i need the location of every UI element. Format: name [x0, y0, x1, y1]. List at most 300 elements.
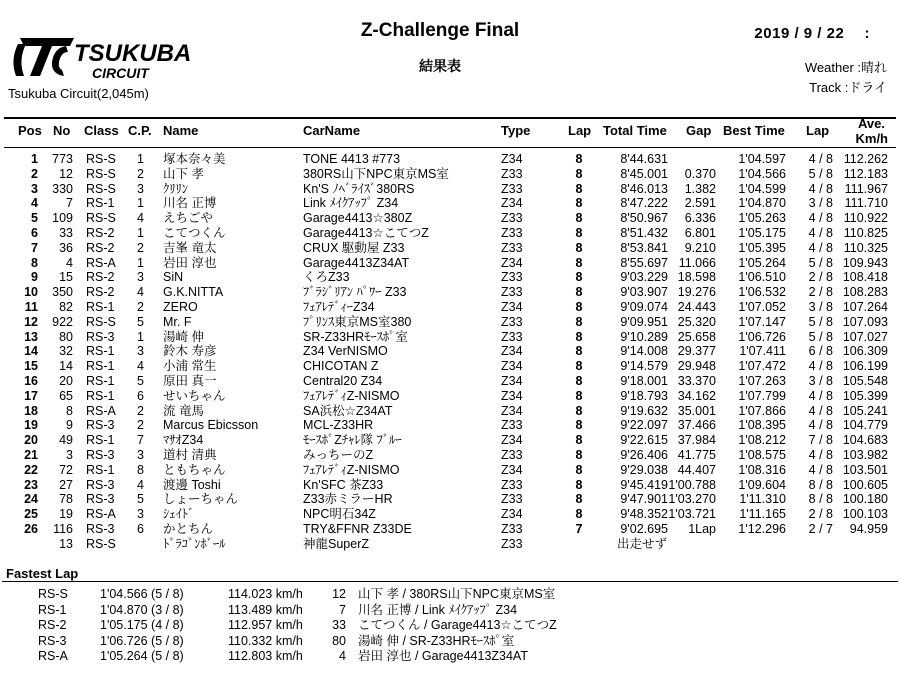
row-best-lap: 4 / 8	[808, 418, 833, 433]
table-row	[0, 448, 900, 463]
row-class: RS-3	[86, 521, 115, 536]
row-average-speed: 104.683	[842, 433, 888, 448]
row-driver-name: 鈴木 寿彦	[163, 344, 217, 359]
row-average-speed: 100.103	[842, 507, 888, 522]
row-type: Z33	[501, 270, 523, 285]
row-class: RS-S	[86, 536, 116, 551]
row-driver-name: かとちん	[163, 521, 214, 536]
row-driver-name: ｼｪｲﾄﾞ	[163, 507, 195, 522]
row-best-lap: 4 / 8	[808, 240, 833, 255]
row-class-position: 1	[137, 152, 144, 166]
row-best-lap: 4 / 8	[808, 388, 833, 403]
row-driver-name: せいちゃん	[163, 388, 226, 403]
row-best-lap: 8 / 8	[808, 477, 833, 492]
col-header-kmh: Km/h	[855, 131, 888, 146]
row-gap: 1'03.721	[668, 507, 716, 522]
table-row	[0, 256, 900, 271]
row-best-time: 1'04.599	[738, 181, 786, 196]
row-total-time: 8'50.967	[620, 211, 668, 226]
fastest-lap-heading: Fastest Lap	[6, 566, 79, 581]
event-date: 2019 / 9 / 22 :	[754, 25, 870, 42]
row-total-time: 9'02.695	[620, 521, 668, 536]
row-class-position: 1	[137, 255, 144, 270]
row-type: Z33	[501, 447, 523, 462]
row-driver-name: Mr. F	[163, 314, 192, 329]
row-laps: 8	[575, 255, 583, 270]
row-driver-name: 道村 清典	[163, 447, 217, 462]
row-best-time: 1'09.604	[738, 477, 786, 492]
row-car-name: 神龍SuperZ	[303, 536, 369, 551]
row-pos: 6	[31, 225, 38, 240]
row-average-speed: 105.548	[842, 373, 888, 388]
row-best-lap: 8 / 8	[808, 492, 833, 507]
row-car-name: みっちーのZ	[303, 447, 374, 462]
row-average-speed: 105.241	[842, 403, 888, 418]
row-car-number: 9	[66, 418, 73, 433]
row-gap: 19.276	[677, 285, 716, 300]
row-average-speed: 107.093	[842, 314, 888, 329]
row-gap: 44.407	[677, 462, 716, 477]
row-best-lap: 4 / 8	[808, 152, 833, 166]
row-best-time: 1'08.212	[738, 433, 786, 448]
row-laps: 8	[575, 477, 583, 492]
row-type: Z33	[501, 329, 523, 344]
row-laps: 8	[575, 418, 583, 433]
table-row	[0, 344, 900, 359]
table-row	[0, 433, 900, 448]
row-pos: 24	[24, 492, 38, 507]
table-row	[0, 537, 900, 552]
col-header-best-time: Best Time	[723, 123, 785, 138]
row-laps: 8	[575, 314, 583, 329]
row-total-time: 9'29.038	[620, 462, 668, 477]
row-average-speed: 106.199	[842, 359, 888, 374]
table-row	[0, 285, 900, 300]
row-total-time: 9'18.793	[620, 388, 668, 403]
row-pos: 11	[24, 299, 38, 314]
row-class-position: 4	[137, 359, 144, 374]
row-driver-name: ともちゃん	[163, 462, 226, 477]
row-total-time: 9'26.406	[620, 447, 668, 462]
fastest-lap-row	[0, 649, 900, 665]
row-best-lap: 5 / 8	[808, 329, 833, 344]
table-row	[0, 507, 900, 522]
row-type: Z34	[501, 462, 523, 477]
row-total-time: 8'45.001	[620, 166, 668, 181]
row-car-name: ﾌｪｱﾚﾃﾞｨｰZ34	[303, 299, 375, 314]
col-header-cp: C.P.	[128, 123, 152, 138]
row-car-number: 109	[52, 211, 73, 226]
row-total-time: 9'45.419	[620, 477, 668, 492]
row-class: RS-A	[86, 255, 116, 270]
col-header-lap: Lap	[568, 123, 592, 138]
row-best-lap: 6 / 8	[808, 344, 833, 359]
row-driver-name: しょーちゃん	[163, 492, 239, 507]
row-car-number: 72	[59, 462, 73, 477]
table-row	[0, 300, 900, 315]
row-pos: 14	[24, 344, 38, 359]
table-row	[0, 152, 900, 167]
row-class-position: 4	[137, 285, 144, 300]
fastest-lap-table	[0, 587, 900, 665]
row-car-name: Garage4413Z34AT	[303, 255, 410, 270]
fastest-lap-class: RS-2	[38, 618, 67, 632]
row-type: Z33	[501, 477, 523, 492]
row-car-number: 350	[52, 285, 73, 300]
row-best-lap: 2 / 8	[808, 285, 833, 300]
row-total-time: 9'10.289	[620, 329, 668, 344]
row-driver-name: ﾏｻｵZ34	[163, 433, 204, 448]
row-pos: 3	[31, 181, 38, 196]
row-class-position: 2	[137, 299, 144, 314]
row-car-name: Z33赤ミラーHR	[303, 492, 393, 507]
row-best-lap: 7 / 8	[808, 433, 833, 448]
row-average-speed: 112.183	[843, 166, 888, 181]
row-type: Z34	[501, 255, 523, 270]
row-laps: 7	[575, 521, 583, 536]
row-gap: 0.370	[684, 166, 716, 181]
row-class: RS-2	[86, 285, 115, 300]
row-best-time: 1'08.316	[738, 462, 786, 477]
row-best-lap: 4 / 8	[808, 181, 833, 196]
row-total-time: 8'55.697	[620, 255, 668, 270]
row-best-lap: 3 / 8	[808, 373, 833, 388]
fastest-lap-car-number: 80	[332, 633, 346, 648]
row-average-speed: 104.779	[842, 418, 888, 433]
fastest-lap-row	[0, 618, 900, 634]
row-driver-name: 川名 正博	[163, 196, 217, 211]
row-type: Z34	[501, 373, 523, 388]
row-class-position: 1	[137, 329, 144, 344]
row-type: Z34	[501, 299, 523, 314]
row-best-time: 1'05.264	[738, 255, 786, 270]
row-total-time: 9'03.229	[620, 270, 668, 285]
row-pos: 1	[31, 152, 38, 166]
row-total-time: 9'14.008	[620, 344, 668, 359]
row-laps: 8	[575, 462, 583, 477]
row-average-speed: 110.325	[843, 240, 888, 255]
row-class: RS-2	[86, 270, 115, 285]
fastest-lap-car-number: 33	[332, 618, 346, 632]
row-best-time: 1'08.575	[738, 447, 786, 462]
table-row	[0, 196, 900, 211]
row-car-number: 3	[66, 447, 73, 462]
row-car-number: 33	[59, 225, 73, 240]
row-best-time: 1'07.147	[738, 314, 786, 329]
row-average-speed: 110.922	[843, 211, 888, 226]
col-header-best-lap: Lap	[806, 123, 830, 138]
row-class-position: 2	[137, 403, 144, 418]
row-class: RS-3	[86, 329, 115, 344]
fastest-lap-class: RS-S	[38, 587, 68, 601]
row-best-lap: 3 / 8	[808, 196, 833, 211]
row-pos: 26	[24, 521, 38, 536]
row-class: RS-1	[86, 433, 115, 448]
row-total-time: 9'48.352	[620, 507, 668, 522]
row-class: RS-1	[86, 388, 115, 403]
row-best-lap: 4 / 8	[808, 359, 833, 374]
results-table	[0, 152, 900, 552]
row-average-speed: 109.943	[842, 255, 888, 270]
row-laps: 8	[575, 373, 583, 388]
row-laps: 8	[575, 211, 583, 226]
row-car-number: 8	[66, 403, 73, 418]
row-laps: 8	[575, 196, 583, 211]
col-header-total-time: Total Time	[603, 123, 667, 138]
row-car-name: Central20 Z34	[303, 373, 383, 388]
row-pos: 12	[24, 314, 38, 329]
row-laps: 8	[575, 166, 583, 181]
row-class-position: 1	[137, 196, 144, 211]
row-note: 出走せず	[617, 536, 668, 551]
col-header-class: Class	[84, 123, 119, 138]
row-pos: 19	[24, 418, 38, 433]
row-best-time: 1'11.310	[739, 492, 786, 507]
row-best-time: 1'07.052	[738, 299, 786, 314]
row-car-name: TONE 4413 #773	[303, 152, 401, 166]
row-type: Z34	[501, 403, 523, 418]
row-class: RS-3	[86, 477, 115, 492]
row-type: Z33	[501, 211, 523, 226]
row-pos: 8	[31, 255, 38, 270]
row-car-number: 65	[59, 388, 73, 403]
row-gap: 25.320	[677, 314, 716, 329]
fastest-lap-driver: 山下 孝 / 380RS山下NPC東京MS室	[358, 587, 556, 601]
row-car-name: Kn'SFC 茶Z33	[303, 477, 384, 492]
row-laps: 8	[575, 285, 583, 300]
logo-text-sub: CIRCUIT	[92, 65, 149, 81]
row-class: RS-2	[86, 225, 115, 240]
weather-info: Weather :晴れ	[804, 60, 887, 75]
row-car-number: 330	[52, 181, 73, 196]
row-class-position: 5	[137, 373, 144, 388]
table-row	[0, 211, 900, 226]
fastest-lap-class: RS-3	[38, 633, 67, 648]
row-total-time: 8'53.841	[620, 240, 668, 255]
row-best-time: 1'07.799	[738, 388, 786, 403]
row-driver-name: えちごや	[163, 211, 214, 226]
row-type: Z34	[501, 433, 523, 448]
row-driver-name: 流 竜馬	[163, 403, 204, 418]
row-gap: 6.336	[684, 211, 716, 226]
row-driver-name: 岩田 淳也	[163, 255, 217, 270]
col-header-name: Name	[163, 123, 199, 138]
fastest-lap-row	[0, 603, 900, 619]
row-class-position: 3	[137, 447, 144, 462]
row-class: RS-S	[86, 166, 116, 181]
row-type: Z33	[501, 521, 523, 536]
row-class-position: 7	[137, 433, 144, 448]
row-gap: 6.801	[684, 225, 716, 240]
page-subtitle: 結果表	[419, 58, 461, 74]
row-car-number: 19	[59, 507, 73, 522]
row-gap: 29.948	[677, 359, 716, 374]
row-car-number: 922	[52, 314, 73, 329]
row-car-name: Z34 VerNISMO	[303, 344, 388, 359]
row-laps: 8	[575, 433, 583, 448]
table-row	[0, 241, 900, 256]
row-best-time: 1'07.411	[739, 344, 786, 359]
row-laps: 8	[575, 403, 583, 418]
fastest-lap-car-number: 12	[332, 587, 346, 601]
row-driver-name: 原田 真一	[163, 373, 217, 388]
row-car-name: Garage4413☆こてつZ	[303, 225, 429, 240]
row-gap: 35.001	[677, 403, 716, 418]
row-total-time: 9'22.615	[620, 433, 668, 448]
row-type: Z34	[501, 359, 523, 374]
row-best-lap: 4 / 8	[808, 447, 833, 462]
row-total-time: 9'09.074	[620, 299, 668, 314]
row-driver-name: 渡邊 Toshi	[163, 477, 221, 492]
row-driver-name: 吉峯 竜太	[163, 240, 217, 255]
row-total-time: 9'22.097	[620, 418, 668, 433]
row-total-time: 9'18.001	[620, 373, 668, 388]
row-driver-name: ｸﾘﾘﾝ	[163, 181, 189, 196]
row-type: Z33	[501, 314, 523, 329]
row-best-time: 1'07.263	[738, 373, 786, 388]
row-total-time: 8'46.013	[620, 181, 668, 196]
col-header-no: No	[53, 123, 71, 138]
row-car-number: 78	[59, 492, 73, 507]
row-best-time: 1'07.472	[738, 359, 786, 374]
row-class: RS-A	[86, 403, 116, 418]
row-type: Z33	[501, 492, 523, 507]
row-car-number: 36	[59, 240, 73, 255]
row-driver-name: SiN	[163, 270, 184, 285]
row-pos: 22	[24, 462, 38, 477]
row-total-time: 8'44.631	[620, 152, 668, 166]
table-row	[0, 389, 900, 404]
row-car-number: 13	[59, 536, 73, 551]
header-top-rule	[4, 117, 896, 119]
row-average-speed: 94.959	[849, 521, 888, 536]
row-best-time: 1'06.510	[738, 270, 786, 285]
table-row	[0, 167, 900, 182]
row-average-speed: 100.605	[842, 477, 888, 492]
fastest-lap-class: RS-1	[38, 602, 67, 617]
row-average-speed: 107.264	[842, 299, 888, 314]
table-row	[0, 226, 900, 241]
fastest-lap-time: 1'04.870 (3 / 8)	[100, 602, 184, 617]
row-type: Z33	[501, 166, 523, 181]
row-pos: 2	[31, 166, 38, 181]
fastest-lap-driver: こてつくん / Garage4413☆こてつZ	[358, 618, 557, 632]
fastest-lap-driver: 岩田 淳也 / Garage4413Z34AT	[358, 649, 528, 663]
row-class: RS-2	[86, 240, 115, 255]
row-driver-name: 山下 孝	[163, 166, 204, 181]
fastest-lap-row	[0, 634, 900, 650]
row-laps: 8	[575, 240, 583, 255]
row-class: RS-3	[86, 447, 115, 462]
row-laps: 8	[575, 270, 583, 285]
row-pos: 20	[24, 433, 38, 448]
row-car-number: 80	[59, 329, 73, 344]
table-row	[0, 418, 900, 433]
fastest-lap-row	[0, 587, 900, 603]
fastest-lap-speed: 110.332 km/h	[228, 633, 303, 648]
row-class-position: 5	[137, 314, 144, 329]
row-pos: 10	[24, 285, 38, 300]
row-class: RS-S	[86, 181, 116, 196]
row-best-time: 1'05.175	[738, 225, 786, 240]
row-class: RS-3	[86, 418, 115, 433]
row-car-name: Kn'S ﾉﾍﾞﾗｲｽﾞ380RS	[303, 181, 415, 196]
row-driver-name: 塚本奈々美	[163, 152, 226, 166]
row-class-position: 3	[137, 270, 144, 285]
row-gap: 25.658	[677, 329, 716, 344]
row-type: Z34	[501, 507, 523, 522]
col-header-car: CarName	[303, 123, 361, 138]
row-car-name: ﾌﾞﾗｼﾞﾘｱﾝ ﾊﾟﾜｰ Z33	[303, 285, 407, 300]
row-class-position: 6	[137, 388, 144, 403]
row-best-lap: 5 / 8	[808, 166, 833, 181]
row-driver-name: 湯崎 伸	[163, 329, 204, 344]
row-class-position: 1	[137, 225, 144, 240]
col-header-gap: Gap	[686, 123, 712, 138]
row-best-time: 1'04.870	[738, 196, 786, 211]
row-car-name: CRUX 駆動屋 Z33	[303, 240, 405, 255]
row-best-time: 1'05.263	[738, 211, 786, 226]
row-car-name: TRY&FFNR Z33DE	[303, 521, 412, 536]
row-type: Z34	[501, 388, 523, 403]
row-best-time: 1'07.866	[738, 403, 786, 418]
row-best-lap: 5 / 8	[808, 314, 833, 329]
row-class-position: 2	[137, 166, 144, 181]
row-car-name: SR-Z33HRﾓｰｽﾎﾟ室	[303, 329, 408, 344]
row-gap: 34.162	[677, 388, 716, 403]
row-car-name: SA浜松☆Z34AT	[303, 403, 393, 418]
table-row	[0, 359, 900, 374]
row-class: RS-S	[86, 211, 116, 226]
row-best-time: 1'05.395	[738, 240, 786, 255]
row-laps: 8	[575, 507, 583, 522]
row-class: RS-3	[86, 492, 115, 507]
row-class: RS-A	[86, 507, 116, 522]
row-class-position: 2	[137, 418, 144, 433]
row-driver-name: 小浦 常生	[163, 359, 217, 374]
row-class: RS-1	[86, 359, 115, 374]
row-pos: 13	[24, 329, 38, 344]
row-laps: 8	[575, 329, 583, 344]
row-car-number: 7	[66, 196, 73, 211]
row-pos: 18	[24, 403, 38, 418]
fastest-lap-car-number: 4	[339, 649, 346, 663]
row-type: Z34	[501, 344, 523, 359]
table-row	[0, 270, 900, 285]
fastest-lap-class: RS-A	[38, 649, 68, 663]
row-gap: 41.775	[677, 447, 716, 462]
row-car-number: 4	[66, 255, 73, 270]
fastest-lap-time: 1'06.726 (5 / 8)	[100, 633, 184, 648]
row-best-lap: 3 / 8	[808, 299, 833, 314]
fastest-lap-driver: 湯崎 伸 / SR-Z33HRﾓｰｽﾎﾟ室	[358, 633, 515, 648]
col-header-pos: Pos	[18, 123, 42, 138]
row-best-lap: 4 / 8	[808, 462, 833, 477]
row-car-name: Link ﾒｲｸｱｯﾌﾟ Z34	[303, 196, 399, 211]
row-best-time: 1'06.532	[738, 285, 786, 300]
row-total-time: 8'51.432	[620, 225, 668, 240]
row-car-number: 49	[59, 433, 73, 448]
row-gap: 11.066	[678, 255, 716, 270]
fastest-lap-time: 1'04.566 (5 / 8)	[100, 587, 184, 601]
row-type: Z33	[501, 181, 523, 196]
row-best-lap: 4 / 8	[808, 211, 833, 226]
row-laps: 8	[575, 152, 583, 166]
row-driver-name: ﾄﾞﾗｺﾞﾝﾎﾞｰﾙ	[163, 536, 226, 551]
row-driver-name: Marcus Ebicsson	[163, 418, 259, 433]
row-gap: 33.370	[677, 373, 716, 388]
row-gap: 37.466	[677, 418, 716, 433]
